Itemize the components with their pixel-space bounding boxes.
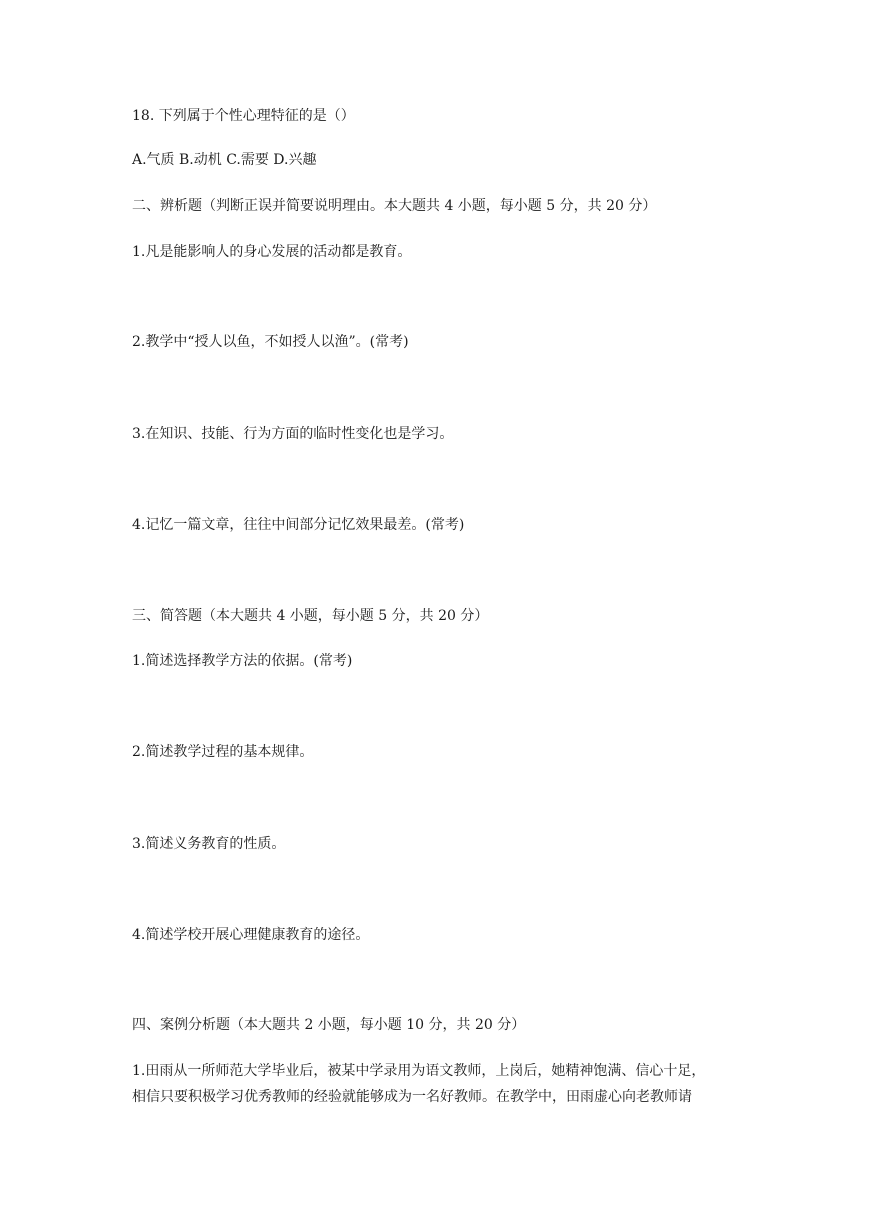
section-3-heading: 三、简答题（本大题共 4 小题，每小题 5 分，共 20 分）	[132, 608, 489, 624]
section-2-item-1: 1.凡是能影响人的身心发展的活动都是教育。	[132, 244, 412, 260]
question-18-stem: 18. 下列属于个性心理特征的是（）	[132, 108, 355, 124]
section-4-heading: 四、案例分析题（本大题共 2 小题，每小题 10 分，共 20 分）	[132, 1017, 526, 1033]
case-1-line-2: 相信只要积极学习优秀教师的经验就能够成为一名好教师。在教学中，田雨虚心向老教师请	[132, 1089, 692, 1105]
section-2-item-3: 3.在知识、技能、行为方面的临时性变化也是学习。	[132, 426, 454, 442]
section-3-item-1: 1.简述选择教学方法的依据。(常考)	[132, 653, 353, 669]
section-2-item-4: 4.记忆一篇文章，往往中间部分记忆效果最差。(常考)	[132, 517, 465, 533]
question-18-options: A.气质 B.动机 C.需要 D.兴趣	[132, 152, 317, 168]
case-1-line-1: 1.田雨从一所师范大学毕业后，被某中学录用为语文教师，上岗后，她精神饱满、信心十足，	[132, 1063, 706, 1079]
section-2-item-2: 2.教学中“授人以鱼，不如授人以渔”。(常考)	[132, 334, 409, 350]
section-2-heading: 二、辨析题（判断正误并简要说明理由。本大题共 4 小题，每小题 5 分，共 20 分）	[132, 198, 657, 214]
section-3-item-2: 2.简述教学过程的基本规律。	[132, 744, 314, 760]
section-3-item-3: 3.简述义务教育的性质。	[132, 836, 286, 852]
section-3-item-4: 4.简述学校开展心理健康教育的途径。	[132, 927, 370, 943]
